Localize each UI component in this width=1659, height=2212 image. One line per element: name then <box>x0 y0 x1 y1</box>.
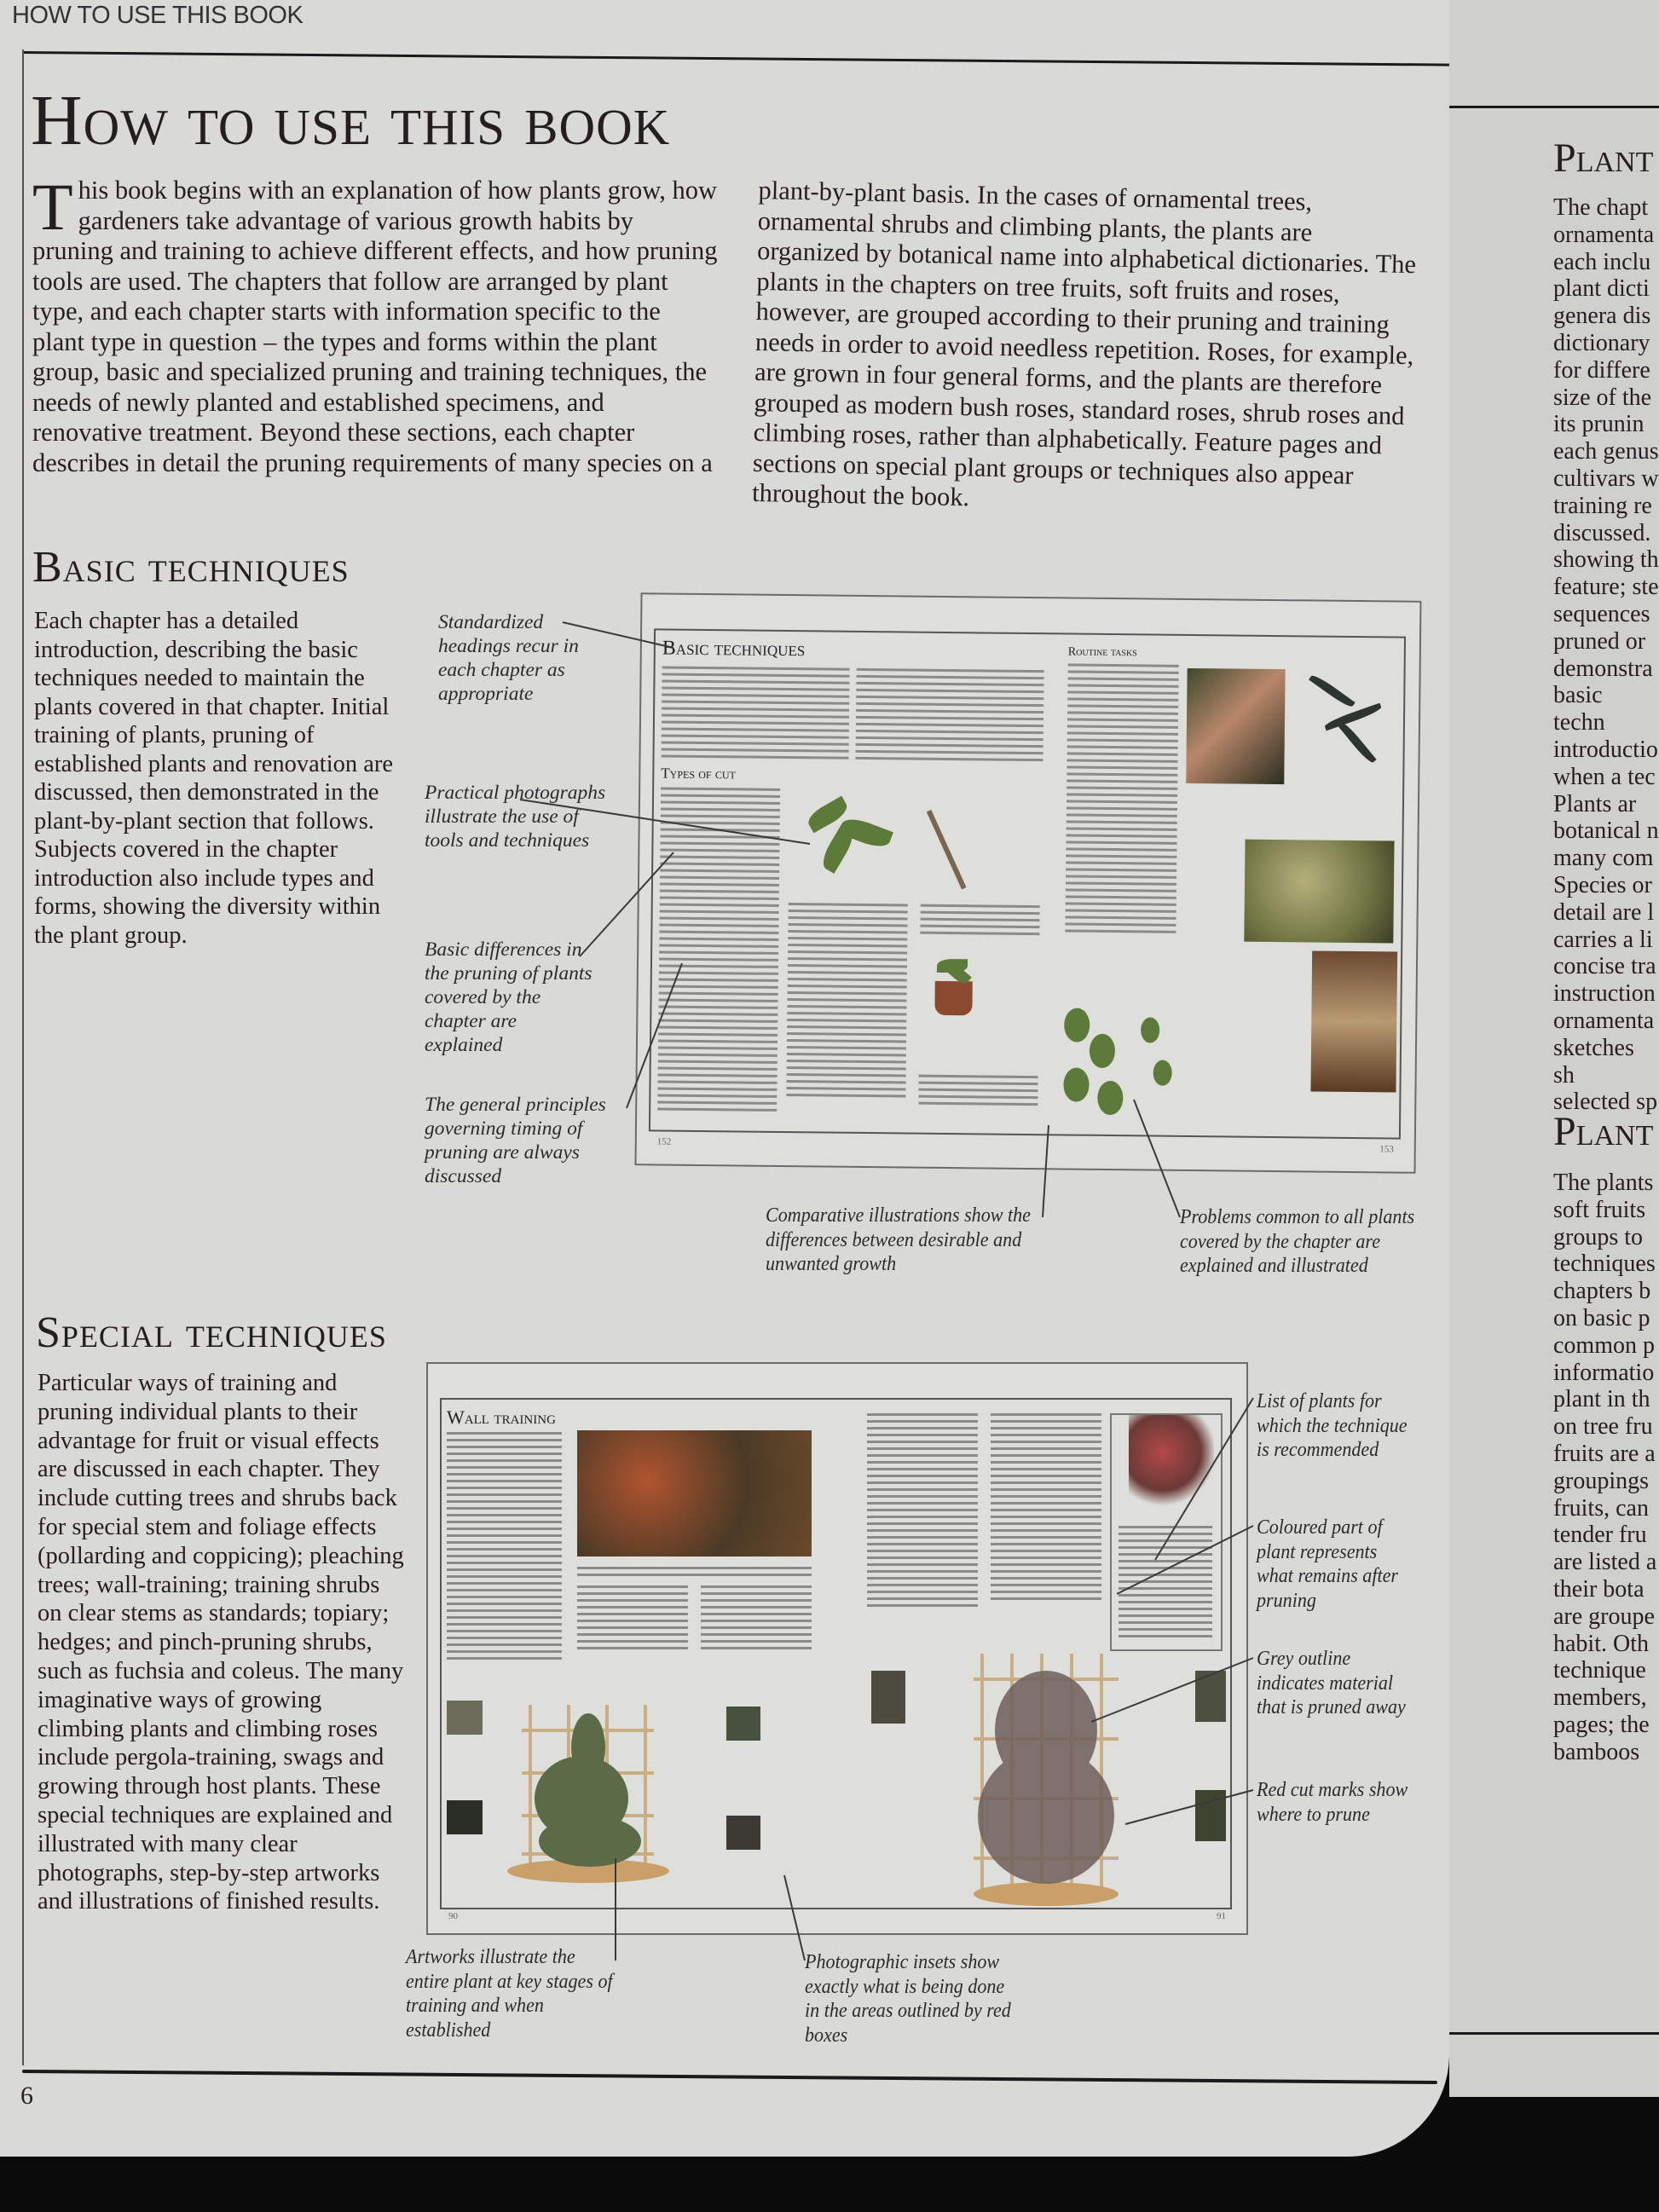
spread-page-number-left: 152 <box>656 1136 672 1147</box>
annotation-common-problems: Problems common to all plants covered by the chapter are explained and illustrated <box>1180 1206 1415 1277</box>
annotation-artworks: Artworks illustrate the entire plant at key stages of training and when established <box>406 1946 613 2042</box>
annotation-grey-outline: Grey outline indicates material that is pruned away <box>1257 1648 1406 1718</box>
annotation-basic-differences: Basic differences in the pruning of plants covered by the chapter are explained <box>425 939 592 1056</box>
spread-heading-routine-tasks: Routine tasks <box>1067 645 1137 660</box>
spread-page-number-right: 91 <box>1217 1911 1226 1921</box>
special-techniques-heading: Special techniques <box>36 1308 387 1357</box>
spread-heading-wall-training: Wall training <box>447 1406 556 1428</box>
annotation-practical-photographs: Practical photographs illustrate the use of tools and techniques <box>425 782 606 852</box>
annotation-general-principles: The general principles governing timing of pruning are always discussed <box>425 1094 606 1187</box>
basic-techniques-body: Each chapter has a detailed introduction, describing the basic techniques needed to maintain the plants covered in that chapter. Initial training of plants, pruning of established plants and renovation are discussed, then demonstrated in the plant-by-plant section that follows. Subjects covered in the chapter introduction also include types and forms, showing the diversity within the plant group. <box>34 608 394 949</box>
drop-cap: T <box>32 170 73 244</box>
running-head: HOW TO USE THIS BOOK <box>12 2 303 29</box>
page-title: How to use this book <box>31 81 671 160</box>
spread-page-number-left: 90 <box>448 1911 458 1921</box>
spread-page-number-right: 153 <box>1379 1144 1394 1155</box>
facing-heading-2: Plant <box>1553 1109 1654 1154</box>
annotation-coloured-part: Coloured part of plant represents what remains after pruning <box>1257 1516 1399 1612</box>
facing-bottom-rule <box>1449 2032 1659 2035</box>
annotation-comparative-illustrations: Comparative illustrations show the differences between desirable and unwanted growth <box>766 1204 1031 1275</box>
facing-text-1: The chapt ornamenta each inclu plant dicti genera dis dictionary for differe size of the its prunin each genus cultivars w training re discussed. showing th feature; ste sequences pruned or demonstra basic techn introductio when a tec Plants ar botanical n many com Species or detail are l carries a li concise tra instruction ornamenta sketches sh selected sp <box>1553 194 1659 1116</box>
page-number: 6 <box>20 2082 33 2110</box>
annotation-standardized-headings: Standardized headings recur in each chapter as appropriate <box>438 611 579 705</box>
facing-text-2: The plants soft fruits groups to techniques chapters b on basic p common p informatio plant in th on tree fru fruits are a groupings fruits, can tender fru are listed a their bota are groupe habit. Oth technique members, pages; the bamboos <box>1553 1170 1657 1765</box>
intro-column-2: plant-by-plant basis. In the cases of ornamental trees, ornamental shrubs and climbing plants, the plants are organized by botanical name into alphabetical dictionaries. The plants in the chapters on tree fruits, soft fruits and roses, however, are grouped according to their pruning and training needs in order to avoid needless repetition. Roses, for example, are grown in four general forms, and the plants are therefore grouped as modern bush roses, standard roses, shrub roses and climbing roses, rather than alphabetically. Feature pages and sections on special plant groups or techniques also appear throughout the book. <box>751 176 1417 512</box>
intro-text-1: his book begins with an explanation of how plants grow, how gardeners take advantage of various growth habits by pruning and training to achieve different effects, and how pruning tools are used. The chapters that follow are arranged by plant type, and each chapter starts with information specific to the plant type in question – the types and forms within the plant group, basic and specialized pruning and training techniques, the needs of newly planted and established specimens, and renovative treatment. Beyond these sections, each chapter describes in detail the pruning requirements of many species on a <box>32 176 718 477</box>
facing-top-rule <box>1449 106 1659 108</box>
annotation-red-cut-marks: Red cut marks show where to prune <box>1257 1779 1408 1826</box>
spread-heading-types-of-cut: Types of cut <box>661 765 737 783</box>
facing-heading-1: Plant <box>1553 136 1654 181</box>
basic-techniques-heading: Basic techniques <box>32 543 350 592</box>
special-techniques-body: Particular ways of training and pruning individual plants to their advantage for fruit or visual effects are discussed in each chapter. They include cutting trees and shrubs back for special stem and foliage effects (pollarding and coppicing); pleaching trees; wall-training; training shrubs on clear stems as standards; topiary; hedges; and pinch-pruning shrubs, such as fuchsia and coleus. The many imaginative ways of growing climbing plants and climbing roses include pergola-training, swags and growing through host plants. These special techniques are explained and illustrated with many clear photographs, step-by-step artworks and illustrations of finished results. <box>38 1370 404 1915</box>
annotation-photographic-insets: Photographic insets show exactly what is being done in the areas outlined by red boxes <box>805 1951 1011 2047</box>
annotation-plant-list: List of plants for which the technique is recommended <box>1257 1390 1408 1461</box>
spread-heading-basic: Basic techniques <box>662 637 806 661</box>
